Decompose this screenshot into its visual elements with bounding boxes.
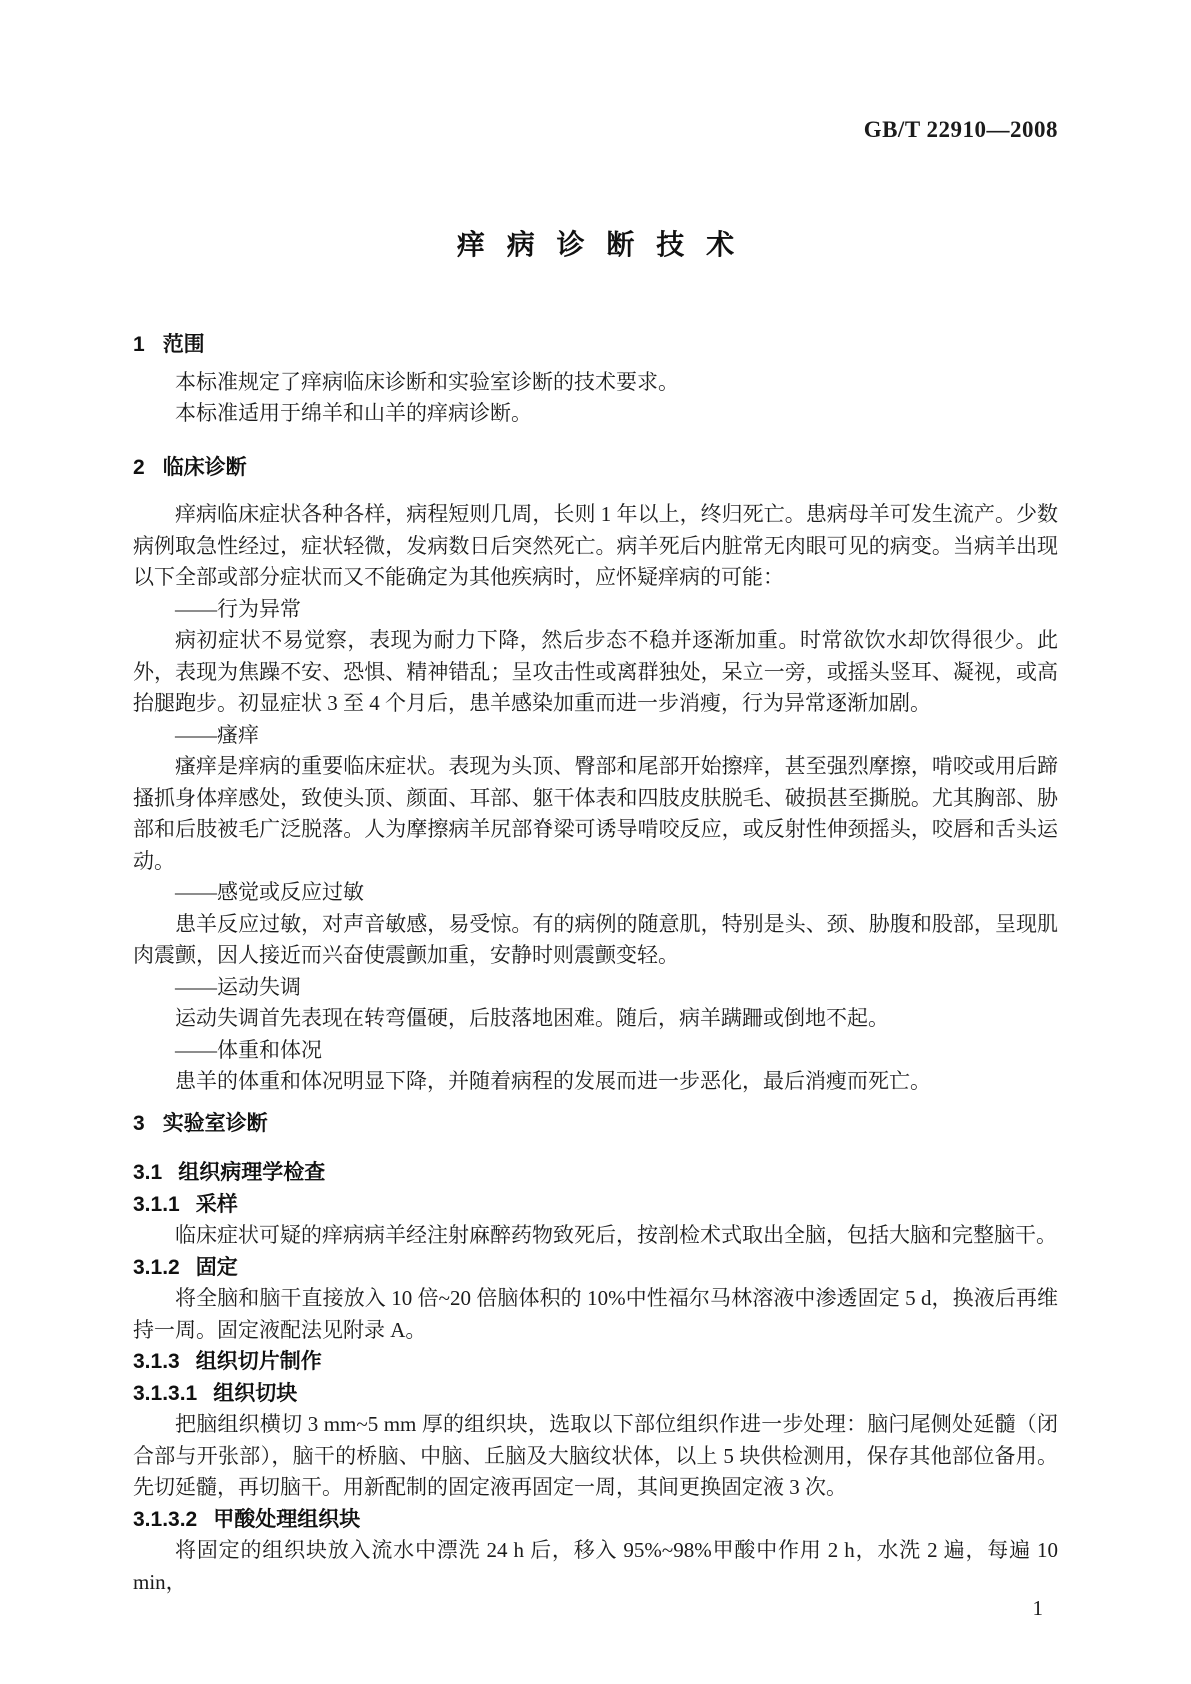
paragraph: 瘙痒是痒病的重要临床症状。表现为头顶、臀部和尾部开始擦痒，甚至强烈摩擦，啃咬或用后蹄搔抓身体痒感处，致使头顶、颜面、耳部、躯干体表和四肢皮肤脱毛、破损甚至撕脱。尤其胸部、胁部和后肢被毛广泛脱落。人为摩擦病羊尻部脊梁可诱导啃咬反应，或反射性伸颈摇头，咬唇和舌头运动。	[133, 754, 1058, 873]
paragraph: 患羊反应过敏，对声音敏感，易受惊。有的病例的随意肌，特别是头、颈、胁腹和股部，呈现肌肉震颤，因人接近而兴奋使震颤加重，安静时则震颤变轻。	[133, 911, 1058, 967]
symptom-item-label: ——运动失调	[175, 974, 301, 999]
subclause-3-1-heading	[133, 1157, 1058, 1189]
paragraph: 患羊的体重和体况明显下降，并随着病程的发展而进一步恶化，最后消瘦而死亡。	[175, 1069, 931, 1093]
symptom-item-label: ——感觉或反应过敏	[175, 880, 364, 904]
paragraph: 本标准规定了痒病临床诊断和实验室诊断的技术要求。	[175, 369, 679, 394]
clause-2-number: 2	[133, 455, 145, 479]
subclause-3-1-1-heading	[133, 1189, 1058, 1221]
clause-1-heading	[133, 329, 1058, 361]
clause-2-clinical-diagnosis	[133, 452, 1058, 1098]
clause-3-number: 3	[133, 1111, 145, 1135]
document-page	[133, 0, 1058, 1619]
paragraph: 将固定的组织块放入流水中漂洗 24 h 后，移入 95%~98%甲酸中作用 2 h，水洗 2 遍，每遍 10 min，	[133, 1538, 1058, 1594]
subclause-3-1-3-2-heading	[133, 1504, 1058, 1536]
clause-3-title: 实验室诊断	[162, 1111, 268, 1135]
standard-number: GB/T 22910—2008	[863, 117, 1058, 142]
paragraph: 将全脑和脑干直接放入 10 倍~20 倍脑体积的 10%中性福尔马林溶液中渗透固定 5 d，换液后再维持一周。固定液配法见附录 A。	[133, 1286, 1058, 1342]
paragraph: 本标准适用于绵羊和山羊的痒病诊断。	[175, 401, 532, 425]
subclause-3-1-2-title: 固定	[195, 1255, 238, 1279]
subclause-3-1-3-1-title: 组织切块	[213, 1381, 298, 1405]
subclause-3-1-3-title: 组织切片制作	[195, 1350, 322, 1373]
subclause-3-1-1-number: 3.1.1	[133, 1192, 180, 1216]
subclause-3-1-3-1-heading	[133, 1378, 1058, 1410]
paragraph: 运动失调首先表现在转弯僵硬，后肢落地困难。随后，病羊蹒跚或倒地不起。	[175, 1006, 889, 1030]
symptom-item-label: ——行为异常	[175, 596, 301, 621]
clause-3-laboratory-diagnosis	[133, 1108, 1058, 1599]
subclause-3-1-3-1-number: 3.1.3.1	[133, 1381, 198, 1405]
clause-3-heading	[133, 1108, 1058, 1140]
subclause-3-1-3-number: 3.1.3	[133, 1350, 180, 1373]
clause-1-title: 范围	[162, 333, 205, 356]
subclause-3-1-3-2-title: 甲酸处理组织块	[213, 1507, 361, 1531]
subclause-3-1-title: 组织病理学检查	[178, 1161, 326, 1184]
subclause-3-1-3-2-number: 3.1.3.2	[133, 1507, 198, 1531]
subclause-3-1-number: 3.1	[133, 1161, 163, 1184]
page-number: 1	[1032, 1596, 1043, 1620]
paragraph: 把脑组织横切 3 mm~5 mm 厚的组织块，选取以下部位组织作进一步处理：脑闩尾侧处延髓（闭合部与开张部），脑干的桥脑、中脑、丘脑及大脑纹状体，以上 5 块供检测用，保存其他部位备用。先切延髓，再切脑干。用新配制的固定液再固定一周，其间更换固定液 3 次。	[133, 1412, 1058, 1499]
paragraph: 痒病临床症状各种各样，病程短则几周，长则 1 年以上，终归死亡。患病母羊可发生流产。少数病例取急性经过，症状轻微，发病数日后突然死亡。病羊死后内脏常无肉眼可见的病变。当病羊出现以下全部或部分症状而又不能确定为其他疾病时，应怀疑痒病的可能：	[133, 502, 1058, 589]
subclause-3-1-1-title: 采样	[195, 1192, 238, 1216]
subclause-3-1-2-number: 3.1.2	[133, 1255, 180, 1279]
symptom-item-label: ——瘙痒	[175, 722, 259, 747]
clause-1-number: 1	[133, 333, 145, 356]
symptom-item-label: ——体重和体况	[175, 1037, 322, 1062]
paragraph: 临床症状可疑的痒病病羊经注射麻醉药物致死后，按剖检术式取出全脑，包括大脑和完整脑干。	[175, 1223, 1057, 1247]
clause-1-scope	[133, 329, 1058, 430]
subclause-3-1-3-heading	[133, 1346, 1058, 1378]
clause-2-title: 临床诊断	[162, 455, 247, 479]
paragraph: 病初症状不易觉察，表现为耐力下降，然后步态不稳并逐渐加重。时常欲饮水却饮得很少。此外，表现为焦躁不安、恐惧、精神错乱；呈攻击性或离群独处，呆立一旁，或摇头竖耳、凝视，或高抬腿跑步。初显症状 3 至 4 个月后，患羊感染加重而进一步消瘦，行为异常逐渐加剧。	[133, 628, 1058, 715]
subclause-3-1-2-heading	[133, 1252, 1058, 1284]
clause-2-heading	[133, 452, 1058, 484]
document-title: 痒病诊断技术	[456, 229, 756, 260]
